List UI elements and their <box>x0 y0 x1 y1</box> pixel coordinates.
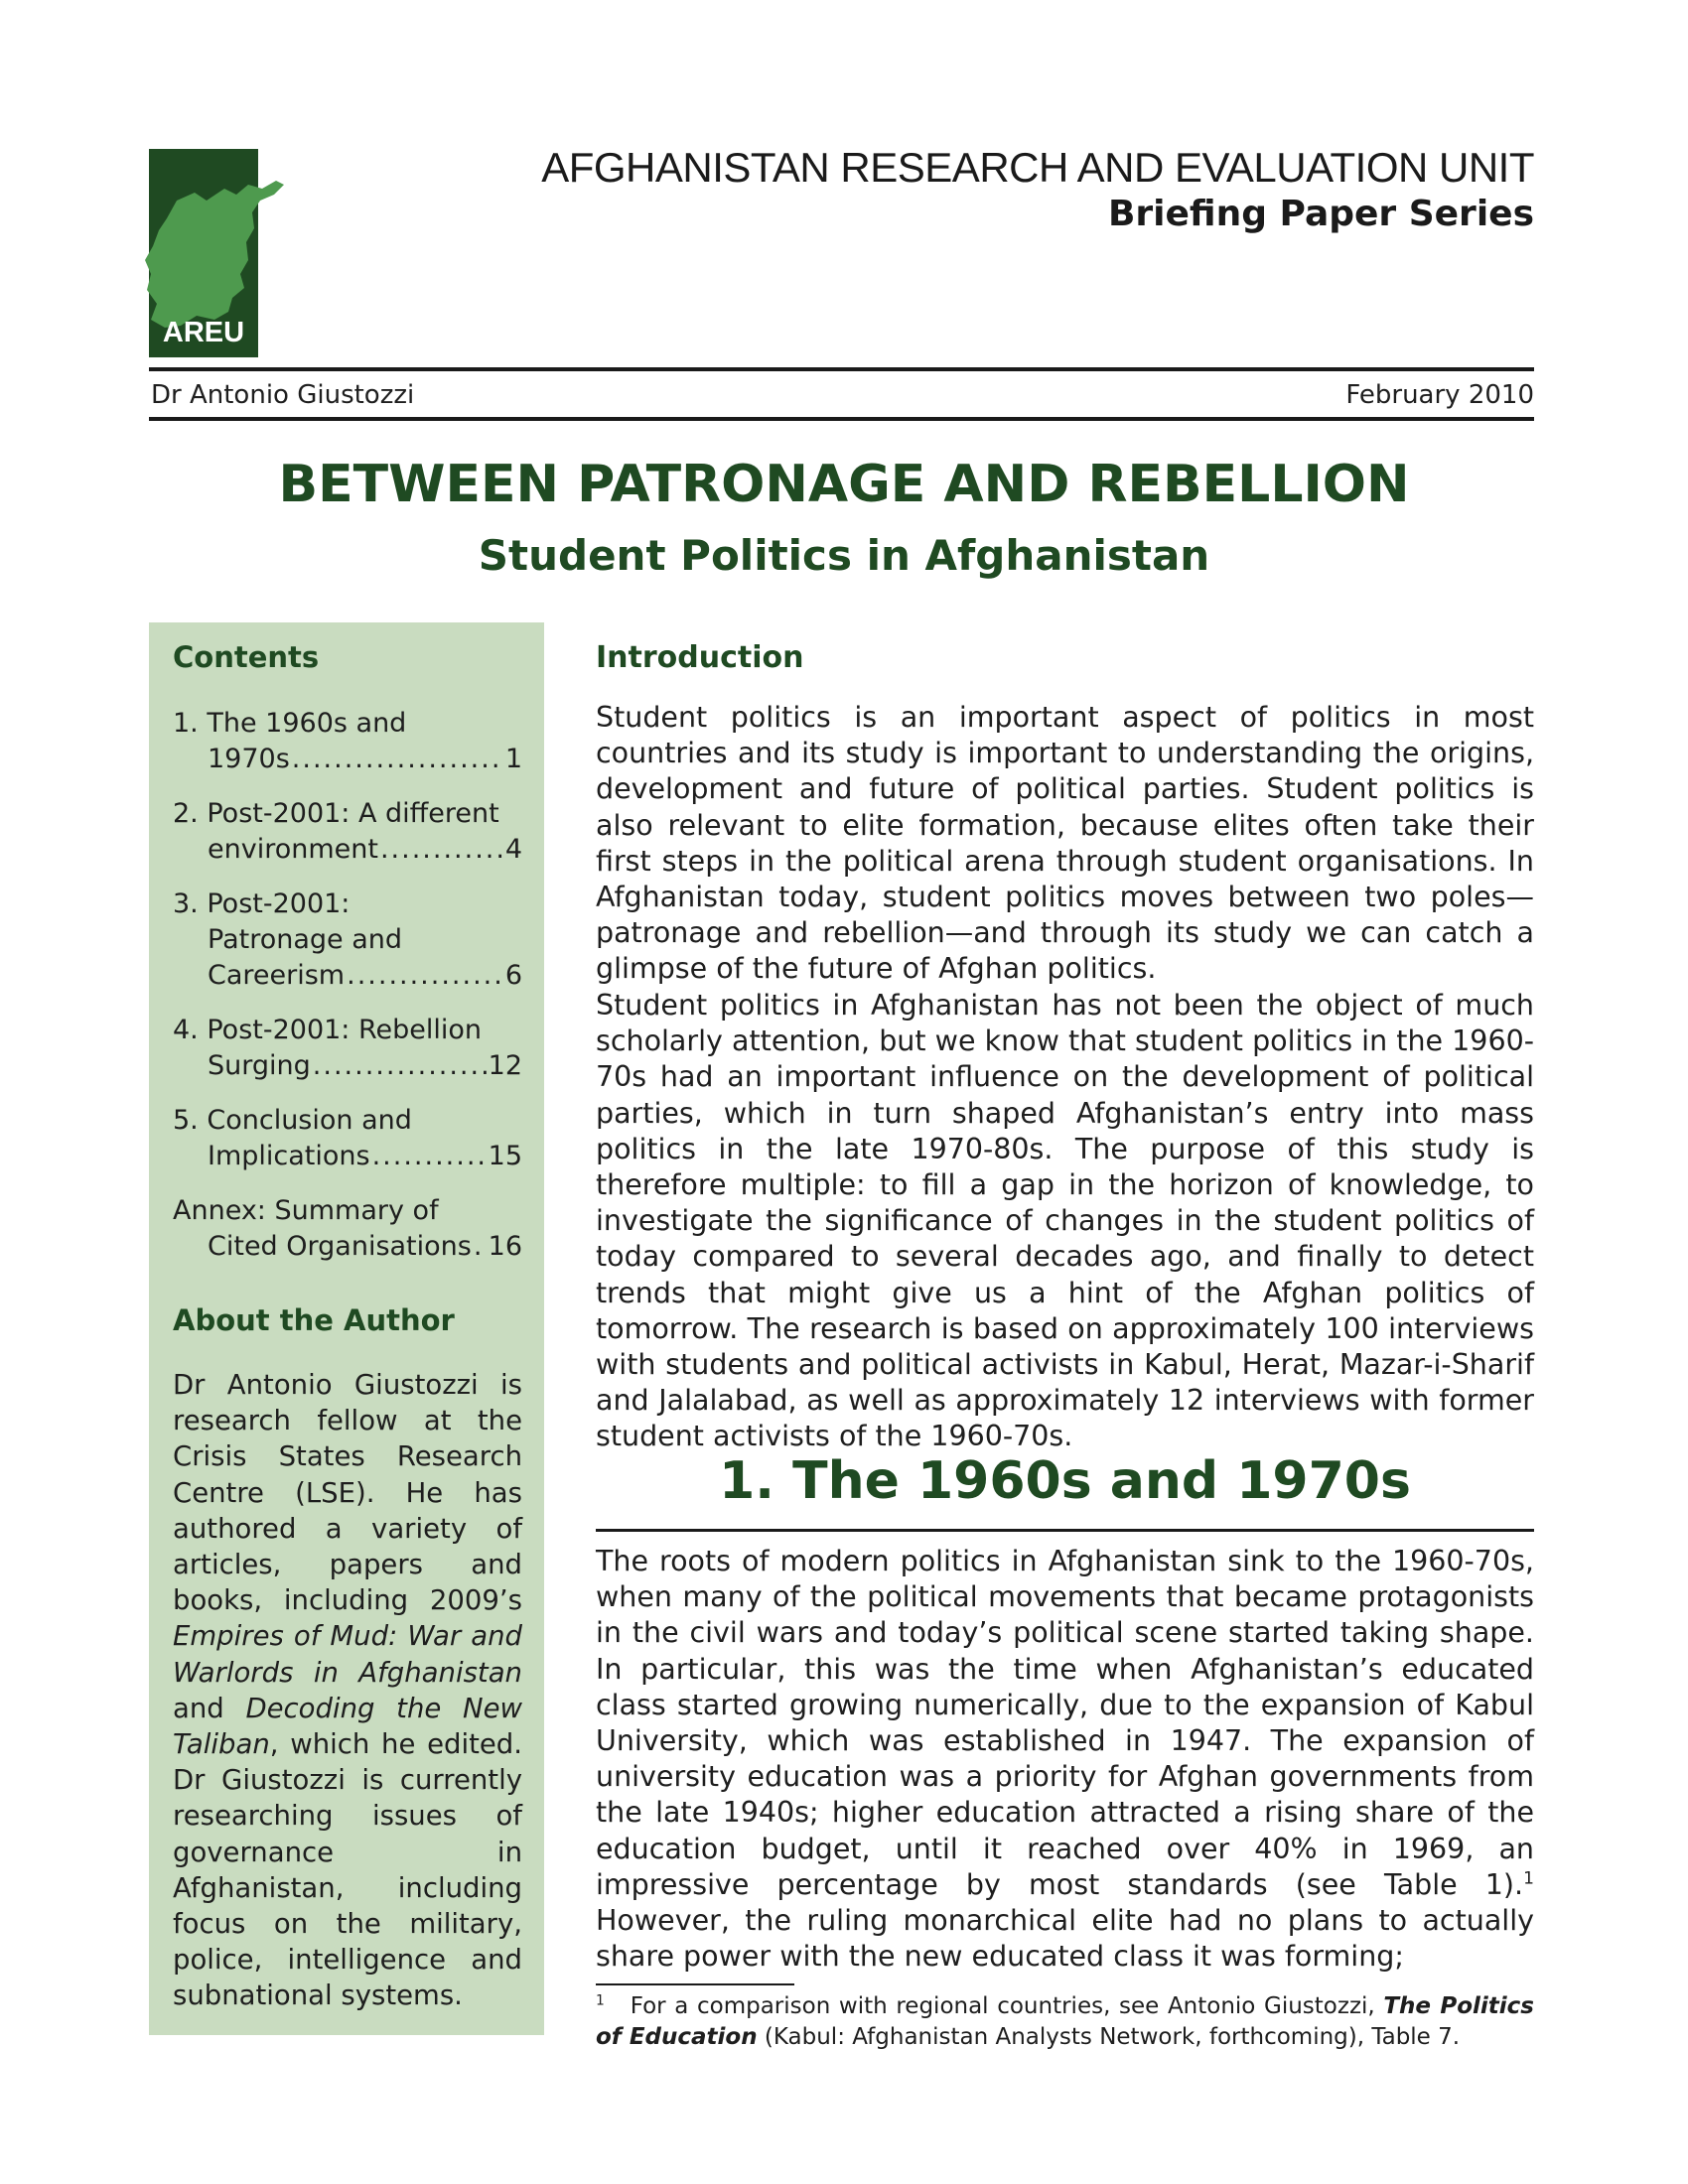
toc-leader <box>380 832 503 868</box>
toc-page: 6 <box>504 960 522 991</box>
toc-title: Post-2001: Rebellion <box>207 1015 483 1045</box>
toc-title: Annex: Summary of <box>173 1195 439 1226</box>
toc-title: Post-2001: <box>207 888 351 919</box>
toc-title-cont: Cited Organisations <box>208 1231 472 1262</box>
toc-title-cont: environment <box>208 834 378 865</box>
toc-leader <box>474 1229 487 1265</box>
toc-page: 1 <box>504 744 522 774</box>
toc-title-cont: Patronage and <box>208 924 403 955</box>
header-rule-top <box>149 367 1534 371</box>
footnote-rule <box>596 1983 794 1985</box>
toc-num: 3. <box>173 888 199 919</box>
toc-title: The 1960s and <box>207 708 407 739</box>
toc-num: 4. <box>173 1015 199 1045</box>
introduction-heading: Introduction <box>596 640 804 675</box>
about-author-heading: About the Author <box>173 1303 455 1337</box>
toc-item[interactable] <box>173 1013 522 1084</box>
publication-date: February 2010 <box>1345 380 1534 410</box>
toc-page: 15 <box>488 1141 522 1171</box>
toc-item[interactable] <box>173 706 522 777</box>
toc-title: Post-2001: A different <box>207 798 499 829</box>
section-rule <box>596 1529 1534 1532</box>
toc-title-cont: Surging <box>208 1050 311 1081</box>
toc-item-annex[interactable] <box>173 1193 522 1265</box>
toc-num: 5. <box>173 1105 199 1136</box>
toc-item[interactable] <box>173 1103 522 1174</box>
toc-leader <box>313 1048 487 1084</box>
footnote: $^1$ For a comparison with regional countries, see Antonio Giustozzi, The Politics of Education (Kabul: Afghanistan Analysts Network, forthcoming), Table 7. <box>596 1992 1534 2050</box>
toc-leader <box>347 958 503 994</box>
page-title: BETWEEN PATRONAGE AND REBELLION <box>278 455 1410 514</box>
logo-text: AREU <box>162 317 245 348</box>
toc-title-cont: Careerism <box>208 960 346 991</box>
afghanistan-map-icon <box>137 171 286 340</box>
toc-leader <box>292 742 503 777</box>
author-name: Dr Antonio Giustozzi <box>151 380 415 410</box>
org-name: AFGHANISTAN RESEARCH AND EVALUATION UNIT <box>541 144 1534 191</box>
toc-page: 16 <box>488 1231 522 1262</box>
toc-item[interactable] <box>173 796 522 868</box>
toc-item[interactable] <box>173 887 522 994</box>
toc-num: 2. <box>173 798 199 829</box>
page-subtitle: Student Politics in Afghanistan <box>478 531 1210 580</box>
section-1-heading: 1. The 1960s and 1970s <box>719 1451 1411 1511</box>
toc-title: Conclusion and <box>207 1105 412 1136</box>
intro-paragraph-1: Student politics is an important aspect of politics in most countries and its study is important to understanding the origins, development and future of political parties. Student politics is also relevant to elite formation, because elites often take their first steps in the political arena through student organisations. In Afghanistan today, student politics moves between two poles—patronage and rebellion—and through its study we can catch a glimpse of the future of Afghan politics. <box>596 701 1534 986</box>
intro-paragraph-2: Student politics in Afghanistan has not been the object of much scholarly attention, but we know that student politics in the 1960-70s had an important influence on the development of political parties, which in turn shaped Afghanistan’s entry into mass politics in the late 1970-80s. The purpose of this study is therefore multiple: to fill a gap in the horizon of knowledge, to investigate the significance of changes in the student politics of today compared to several decades ago, and finally to detect trends that might give us a hint of the Afghan politics of tomorrow. The research is based on approximately 100 interviews with students and political activists in Kabul, Herat, Mazar-i-Sharif and Jalalabad, as well as approximately 12 interviews with former student activists of the 1960-70s. <box>596 989 1534 1453</box>
toc-num: 1. <box>173 708 199 739</box>
footnote-ref[interactable]: 1 <box>1523 1868 1534 1889</box>
toc-leader <box>372 1139 487 1174</box>
series-name: Briefing Paper Series <box>1107 194 1534 234</box>
header-rule-bottom <box>149 417 1534 421</box>
section-1-paragraph: The roots of modern politics in Afghanistan sink to the 1960-70s, when many of the political movements that became protagonists in the civil wars and today’s political scene started taking shape. In particular, this was the time when Afghanistan’s educated class started growing numerically, due to the expansion of Kabul University, which was established in 1947. The expansion of university education was a priority for Afghan governments from the late 1940s; higher education attracted a rising share of the education budget, until it reached over 40% in 1969, an impressive percentage by most standards (see Table 1).$^1$ However, the ruling monarchical elite had no plans to actually share power with the new educated class it was forming; <box>596 1545 1534 1974</box>
contents-heading: Contents <box>173 640 320 674</box>
toc-title-cont: 1970s <box>208 744 290 774</box>
areu-logo <box>149 149 258 357</box>
toc-page: 4 <box>504 834 522 865</box>
sidebar <box>149 622 544 2035</box>
toc-page: 12 <box>488 1050 522 1081</box>
about-author-text: Dr Antonio Giustozzi is research fellow at the Crisis States Research Centre (LSE). He has authored a variety of articles, papers and books, including 2009’s Empires of Mud: War and Warlords in Afghanistan and Decoding the New Taliban, which he edited. Dr Giustozzi is currently researching issues of governance in Afghanistan, including focus on the military, police, intelligence and subnational systems. <box>173 1369 522 2012</box>
toc-title-cont: Implications <box>208 1141 370 1171</box>
